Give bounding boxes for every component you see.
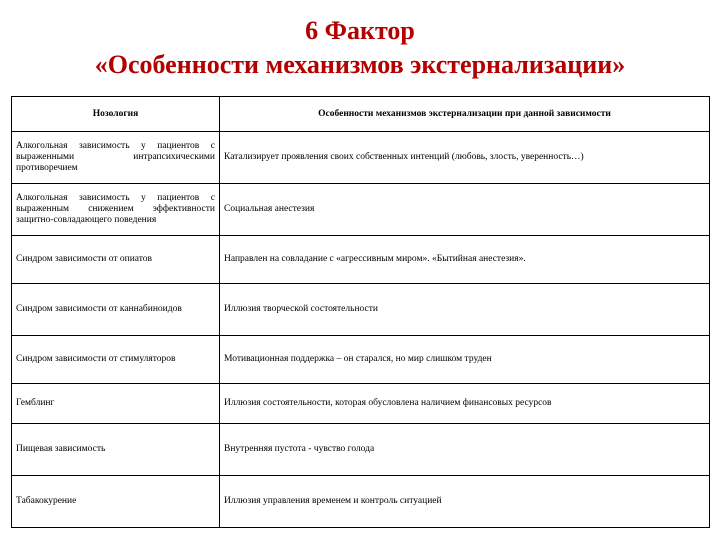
- header-nosology: Нозология: [12, 97, 220, 132]
- slide-subtitle: «Особенности механизмов экстернализации»: [94, 50, 626, 79]
- externalization-table: [11, 96, 710, 528]
- feature-cell: Иллюзия состоятельности, которая обусловлена наличием финансовых ресурсов: [220, 384, 710, 424]
- slide-title: 6 Фактор: [305, 16, 415, 45]
- nosology-cell: Синдром зависимости от каннабиноидов: [12, 284, 220, 336]
- table-row: [12, 236, 710, 284]
- feature-cell: Направлен на совладание с «агрессивным миром». «Бытийная анестезия».: [220, 236, 710, 284]
- feature-cell: Иллюзия управления временем и контроль ситуацией: [220, 476, 710, 528]
- table-row: [12, 184, 710, 236]
- header-features: Особенности механизмов экстернализации при данной зависимости: [220, 97, 710, 132]
- feature-cell: Внутренняя пустота - чувство голода: [220, 424, 710, 476]
- feature-cell: Катализирует проявления своих собственных интенций (любовь, злость, уверенность…): [220, 132, 710, 184]
- table-row: [12, 384, 710, 424]
- nosology-cell: Синдром зависимости от опиатов: [12, 236, 220, 284]
- feature-cell: Мотивационная поддержка – он старался, но мир слишком труден: [220, 336, 710, 384]
- table-row: [12, 424, 710, 476]
- nosology-cell: Пищевая зависимость: [12, 424, 220, 476]
- nosology-cell: Синдром зависимости от стимуляторов: [12, 336, 220, 384]
- nosology-cell: Алкогольная зависимость у пациентов с выраженными интрапсихическими противоречием: [12, 132, 220, 184]
- table-header-row: [12, 97, 710, 132]
- table-row: [12, 132, 710, 184]
- feature-cell: Социальная анестезия: [220, 184, 710, 236]
- nosology-cell: Гемблинг: [12, 384, 220, 424]
- feature-cell: Иллюзия творческой состоятельности: [220, 284, 710, 336]
- nosology-cell: Алкогольная зависимость у пациентов с выраженным снижением эффективности защитно-совладающего поведения: [12, 184, 220, 236]
- table-row: [12, 476, 710, 528]
- table-row: [12, 336, 710, 384]
- table-row: [12, 284, 710, 336]
- nosology-cell: Табакокурение: [12, 476, 220, 528]
